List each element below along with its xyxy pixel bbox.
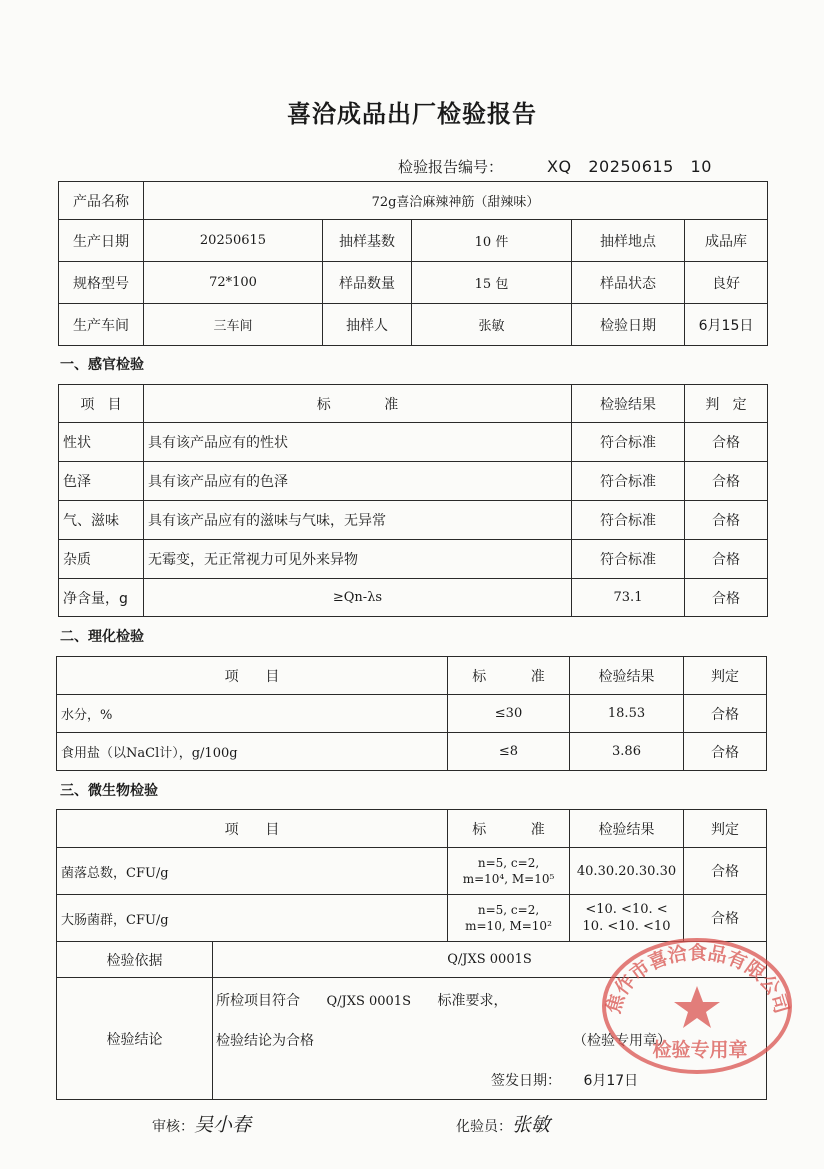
sensory-table	[58, 384, 768, 617]
info-table	[58, 181, 768, 346]
sample-base-label: 抽样基数	[323, 220, 412, 262]
company-seal	[600, 934, 795, 1074]
inspector-label: 化验员：	[456, 1119, 512, 1135]
micro-heading: 三、微生物检验	[60, 783, 158, 799]
sample-state: 良好	[685, 262, 768, 304]
conclusion-standard: Q/JXS 0001S	[326, 994, 411, 1009]
sample-base: 10 件	[412, 220, 572, 262]
physchem-table	[56, 656, 767, 771]
workshop: 三车间	[144, 304, 323, 346]
basis-label: 检验依据	[57, 942, 213, 978]
report-number	[398, 156, 712, 177]
physchem-item: 水分，%	[57, 695, 448, 733]
micro-result-line: 10. <10. <10	[582, 919, 671, 934]
physchem-header-item: 项 目	[57, 657, 448, 695]
physchem-item: 食用盐（以NaCl计），g/100g	[57, 733, 448, 771]
micro-item: 菌落总数，CFU/g	[57, 848, 448, 895]
micro-standard-line: n=5, c=2,	[477, 856, 540, 870]
seal-star-icon	[674, 986, 720, 1028]
sample-place-label: 抽样地点	[572, 220, 685, 262]
conclusion-suffix: 标准要求，	[437, 993, 508, 1009]
sample-state-label: 样品状态	[572, 262, 685, 304]
physchem-header-standard: 标 准	[448, 657, 570, 695]
sensory-header-item: 项 目	[59, 385, 144, 423]
sensory-standard: 具有该产品应有的滋味与气味，无异常	[144, 501, 572, 540]
sample-qty: 15 包	[412, 262, 572, 304]
sensory-header-standard: 标 准	[144, 385, 572, 423]
conclusion-prefix: 所检项目符合	[216, 993, 300, 1009]
sensory-judge: 合格	[685, 462, 768, 501]
report-title: 喜洽成品出厂检验报告	[287, 100, 537, 128]
physchem-heading: 二、理化检验	[60, 629, 144, 645]
micro-header-item: 项 目	[57, 810, 448, 848]
reviewer-label: 审核：	[152, 1119, 194, 1135]
sensory-item: 性状	[59, 423, 144, 462]
report-number-value: XQ 20250615 10	[547, 157, 712, 176]
product-name-label: 产品名称	[59, 182, 144, 220]
micro-result: 40.30.20.30.30	[570, 848, 684, 895]
issue-date-value: 6月17日	[583, 1073, 639, 1089]
micro-standard-line: m=10, M=10²	[465, 919, 552, 933]
sensory-judge: 合格	[685, 540, 768, 579]
sample-qty-label: 样品数量	[323, 262, 412, 304]
sensory-standard: 具有该产品应有的性状	[144, 423, 572, 462]
sensory-judge: 合格	[685, 423, 768, 462]
reviewer-signature	[152, 1110, 251, 1137]
seal-bottom-text: 检验专用章	[652, 1039, 748, 1061]
sensory-result: 符合标准	[572, 540, 685, 579]
sensory-item: 杂质	[59, 540, 144, 579]
micro-judge: 合格	[684, 895, 767, 942]
sensory-judge: 合格	[685, 579, 768, 617]
micro-standard-line: m=10⁴, M=10⁵	[462, 872, 555, 886]
inspect-date-label: 检验日期	[572, 304, 685, 346]
sensory-header-result: 检验结果	[572, 385, 685, 423]
issue-date-label: 签发日期：	[491, 1073, 561, 1089]
product-name: 72g喜洽麻辣神筋（甜辣味）	[144, 182, 768, 220]
micro-judge: 合格	[684, 848, 767, 895]
prod-date: 20250615	[144, 220, 323, 262]
micro-header-result: 检验结果	[570, 810, 684, 848]
physchem-judge: 合格	[684, 695, 767, 733]
sensory-standard: 具有该产品应有的色泽	[144, 462, 572, 501]
sensory-header-judge: 判 定	[685, 385, 768, 423]
prod-date-label: 生产日期	[59, 220, 144, 262]
workshop-label: 生产车间	[59, 304, 144, 346]
conclusion-line2: 检验结论为合格	[216, 1033, 314, 1049]
basis-value: Q/JXS 0001S	[213, 942, 767, 978]
physchem-judge: 合格	[684, 733, 767, 771]
report-number-label: 检验报告编号：	[398, 158, 504, 176]
inspector-name: 张敏	[512, 1114, 551, 1136]
physchem-standard: ≤8	[448, 733, 570, 771]
physchem-result: 18.53	[570, 695, 684, 733]
sensory-result: 符合标准	[572, 423, 685, 462]
sensory-standard: ≥Qn-λs	[144, 579, 572, 617]
sensory-item: 净含量，g	[59, 579, 144, 617]
seal-note: （检验专用章）	[573, 1033, 671, 1049]
sensory-result: 73.1	[572, 579, 685, 617]
sensory-result: 符合标准	[572, 501, 685, 540]
reviewer-name: 吴小春	[194, 1114, 252, 1136]
spec-label: 规格型号	[59, 262, 144, 304]
conclusion-line1	[216, 990, 507, 1010]
inspect-date: 6月15日	[685, 304, 768, 346]
sensory-item: 色泽	[59, 462, 144, 501]
micro-header-judge: 判定	[684, 810, 767, 848]
physchem-standard: ≤30	[448, 695, 570, 733]
micro-standard	[448, 848, 570, 895]
sensory-item: 气、滋味	[59, 501, 144, 540]
spec: 72*100	[144, 262, 323, 304]
physchem-header-result: 检验结果	[570, 657, 684, 695]
micro-standard	[448, 895, 570, 942]
sampler: 张敏	[412, 304, 572, 346]
conclusion-label: 检验结论	[57, 978, 213, 1100]
micro-header-standard: 标 准	[448, 810, 570, 848]
physchem-header-judge: 判定	[684, 657, 767, 695]
seal-top-text: 焦作市喜洽食品有限公司	[602, 941, 793, 1017]
micro-result-line: <10. <10. <	[585, 902, 668, 917]
sample-place: 成品库	[685, 220, 768, 262]
sampler-label: 抽样人	[323, 304, 412, 346]
sensory-heading: 一、感官检验	[60, 357, 144, 373]
physchem-result: 3.86	[570, 733, 684, 771]
micro-item: 大肠菌群，CFU/g	[57, 895, 448, 942]
micro-standard-line: n=5, c=2,	[477, 903, 540, 917]
sensory-result: 符合标准	[572, 462, 685, 501]
inspector-signature	[456, 1110, 550, 1137]
sensory-judge: 合格	[685, 501, 768, 540]
sensory-standard: 无霉变，无正常视力可见外来异物	[144, 540, 572, 579]
